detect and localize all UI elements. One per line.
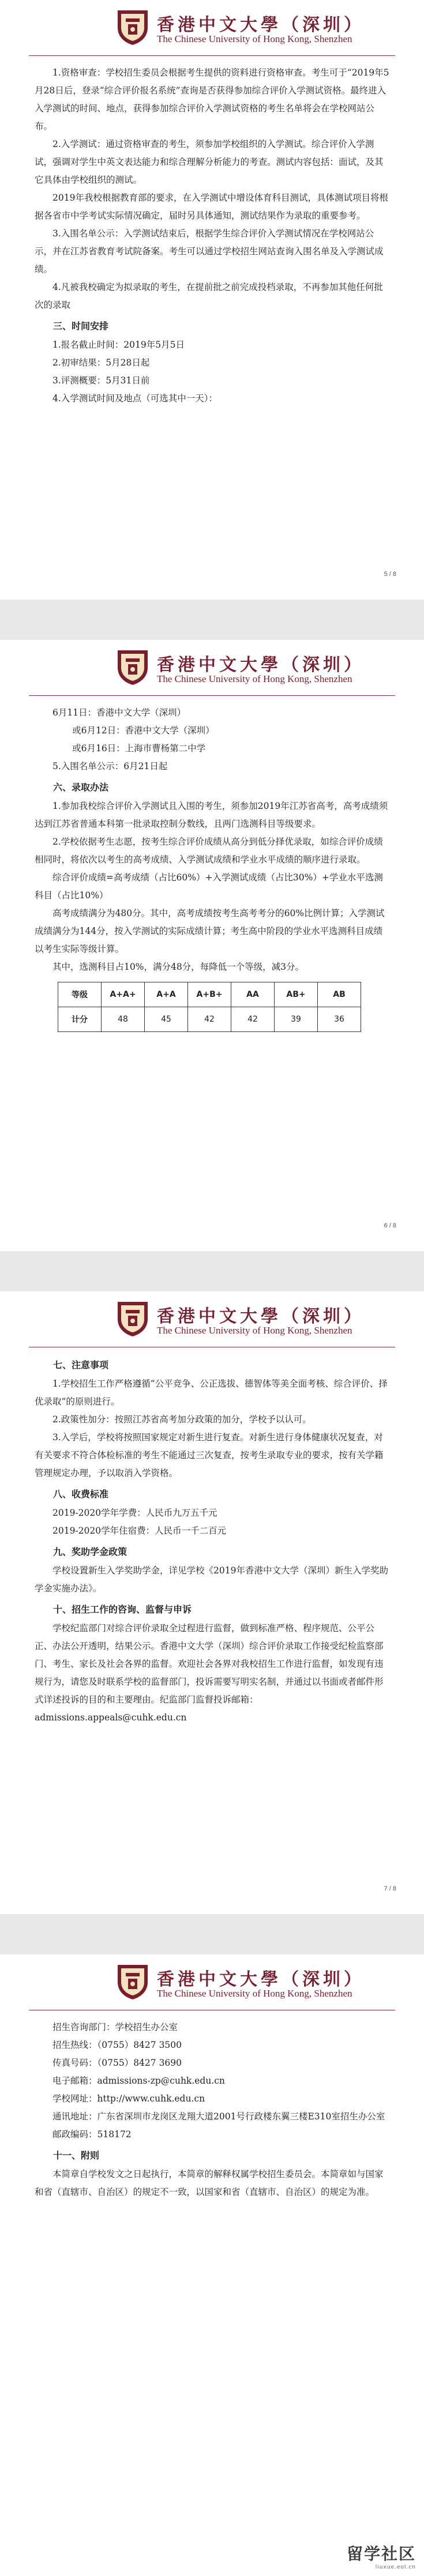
paragraph: 4.凡被我校确定为拟录取的考生，在提前批之前完成投档录取，不再参加其他任何批次的录取 — [35, 282, 383, 310]
table-cell: A+B+ — [188, 982, 231, 1007]
contact-postcode: 邮政编码：518172 — [52, 2129, 132, 2140]
university-crest-icon — [115, 1300, 150, 1338]
table-header-cell: 等级 — [58, 982, 102, 1007]
university-name-en: The Chinese University of Hong Kong, Shenzhen — [157, 1325, 352, 1336]
table-row — [58, 982, 361, 1007]
paragraph: 学校纪监部门对综合评价录取全过程进行监督，做到标准严格、程序规范、公平公正、办法公开透明，结果公示。香港中文大学（深圳）综合评价录取工作接受纪检监察部门、考生、家长及社会各界的监督。欢迎社会各界对我校招生工作进行监督，如发现有违规行为，请您及时联系学校的监督部门，投诉需要写明实名制，并通过以书面或者邮件形式详述投诉的目的和主要理由。纪监部门监督投诉邮箱： — [35, 1623, 384, 1705]
contact-hotline: 招生热线：（0755）8427 3500 — [52, 2040, 182, 2050]
university-crest-icon — [115, 8, 150, 46]
schedule-item: 3.评测概要：5月31日前 — [52, 375, 150, 386]
contact-department: 招生咨询部门：学校招生办公室 — [52, 2022, 178, 2032]
paragraph: 2.入学测试：通过资格审查的考生，须参加学校组织的入学测试。综合评价入学测试，强调对学生中英文表达能力和综合理解分析能力的考查。测试内容包括：面试，及其它具体由学校组织的测试。 — [35, 139, 384, 185]
table-cell: 36 — [318, 1007, 361, 1032]
table-cell: AB+ — [275, 982, 318, 1007]
paragraph: 3.入围名单公示：入学测试结束后，根据学生综合评价入学测试情况在学校网站公示，并在江苏省教育考试院备案。考生可以通过学校招生网站查询入围名单及入学测试成绩。 — [35, 228, 384, 274]
table-header-cell: 计分 — [58, 1007, 102, 1032]
university-header — [29, 0, 395, 56]
contact-address: 通讯地址：广东省深圳市龙岗区龙翔大道2001号行政楼东翼三楼E310室招生办公室 — [52, 2111, 385, 2122]
schedule-item: 1.报名截止时间：2019年5月5日 — [52, 340, 185, 350]
grade-score-table — [58, 982, 361, 1032]
page-number: 5 / 8 — [384, 571, 396, 578]
table-cell: 45 — [145, 1007, 188, 1032]
university-name-cn: 香港中文大學（深圳） — [157, 1306, 365, 1327]
university-name-cn: 香港中文大學（深圳） — [157, 1969, 365, 1990]
paragraph: 3.入学后，学校将按照国家规定对新生进行复查。对新生进行身体健康状况复查，对有关要求不符合体检标准的考生不能通过三次复查，按考生录取专业的要求，按有关学籍管理规定办理，予以取消入学资格。 — [35, 1432, 384, 1478]
contact-website[interactable]: 学校网址：http://www.cuhk.edu.cn — [52, 2093, 205, 2104]
university-header — [29, 640, 395, 696]
paragraph: 2.学校依据考生志愿，按考生综合评价成绩从高分到低分择优录取，如综合评价成绩相同时，将依次以考生的高考成绩、入学测试成绩和学业水平成绩的顺序进行录取。 — [35, 837, 383, 865]
university-crest-icon — [115, 1963, 150, 2001]
table-cell: 42 — [231, 1007, 275, 1032]
section-heading: 八、收费标准 — [53, 1489, 109, 1500]
paragraph: 本简章自学校发文之日起执行，本简章的解释权属学校招生委员会。本简章如与国家和省（直辖市、自治区）的规定不一致，以国家和省（直辖市、自治区）的规定为准。 — [35, 2169, 384, 2197]
university-name-en: The Chinese University of Hong Kong, Shenzhen — [157, 673, 352, 684]
table-cell: A+A+ — [102, 982, 145, 1007]
fee-item: 2019-2020学年住宿费：人民币一千二百元 — [52, 1526, 227, 1536]
schedule-item: 或6月16日：上海市曹杨第二中学 — [72, 743, 206, 754]
university-name-en: The Chinese University of Hong Kong, Shenzhen — [157, 1988, 352, 1999]
table-cell: AA — [231, 982, 275, 1007]
fee-item: 2019-2020学年学费：人民币九万五千元 — [52, 1508, 217, 1518]
section-heading: 七、注意事项 — [53, 1359, 109, 1370]
schedule-item: 6月11日：香港中文大学（深圳） — [52, 707, 186, 718]
paragraph: 其中，选测科目占10%，满分48分，每降低一个等级，减3分。 — [52, 962, 305, 972]
document-page-1 — [0, 0, 424, 600]
paragraph: 高考成绩满分为480分。其中，高考成绩按考生高考考分的60%比例计算；入学测试成绩满分为144分，按入学测试的实际成绩计算；考生高中阶段的学业水平选测科目成绩以考生实际等级计算。 — [35, 908, 385, 954]
contact-email[interactable]: 电子邮箱：admissions-zp@cuhk.edu.cn — [52, 2076, 225, 2086]
schedule-item: 5.入围名单公示：6月21日起 — [52, 761, 168, 771]
table-cell: 39 — [275, 1007, 318, 1032]
table-cell: AB — [318, 982, 361, 1007]
watermark-sub: liuxue.eol.cn — [375, 2564, 416, 2570]
section-heading: 三、时间安排 — [53, 321, 109, 332]
university-name-cn: 香港中文大學（深圳） — [157, 15, 365, 35]
schedule-item: 2.初审结果：5月28日起 — [52, 357, 150, 368]
university-header — [29, 1291, 395, 1347]
page-number: 6 / 8 — [384, 1222, 396, 1229]
university-header — [29, 1954, 395, 2010]
section-heading: 十、招生工作的咨询、监督与申诉 — [53, 1604, 192, 1615]
paragraph: 2019年我校根据教育部的要求，在入学测试中增设体育科目测试，具体测试项目将根据各省市中学考试实际情况确定，届时另具体通知，测试结果作为录取的重要参考。 — [35, 193, 388, 221]
schedule-item: 4.入学测试时间及地点（可选其中一天）： — [52, 393, 218, 404]
paragraph: 综合评价成绩=高考成绩（占比60%）+入学测试成绩（占比30%）+学业水平选测科目（占比10%） — [35, 872, 383, 901]
table-cell: A+A — [145, 982, 188, 1007]
university-crest-icon — [115, 648, 150, 686]
university-name-en: The Chinese University of Hong Kong, Shenzhen — [157, 33, 352, 44]
page-number: 7 / 8 — [384, 1885, 396, 1892]
document-page-2 — [0, 640, 424, 1251]
paragraph: 2.政策性加分：按照江苏省高考加分政策的加分，学校予以认可。 — [52, 1414, 312, 1425]
site-watermark — [347, 2541, 416, 2570]
section-heading: 六、录取办法 — [53, 782, 109, 793]
university-name-cn: 香港中文大學（深圳） — [157, 655, 365, 675]
paragraph: 1.资格审查：学校招生委员会根据考生提供的资料进行资格审查。考生可于“2019年5月28日后，登录“综合评价报名系统”查询是否获得参加综合评价入学测试资格。最终进入入学测试的时间、地点，获得参加综合评价入学测试资格的考生名单将会在学校网站公布。 — [35, 67, 389, 131]
appeals-email[interactable]: admissions.appeals@cuhk.edu.cn — [35, 1712, 187, 1723]
document-page-4 — [0, 1954, 424, 2576]
section-heading: 九、奖助学金政策 — [53, 1546, 127, 1557]
watermark-main: 留学社区 — [346, 2544, 416, 2563]
schedule-item: 或6月12日：香港中文大学（深圳） — [72, 725, 215, 736]
table-cell: 42 — [188, 1007, 231, 1032]
document-page-3 — [0, 1291, 424, 1914]
paragraph: 1.学校招生工作严格遵循“公平竞争、公正选拔、德智体等美全面考核、综合评价、择优录取”的原则进行。 — [35, 1379, 388, 1407]
table-row — [58, 1007, 361, 1032]
section-heading: 十一、附则 — [53, 2150, 100, 2161]
contact-fax: 传真号码：（0755）8427 3690 — [52, 2058, 182, 2068]
paragraph: 学校设置新生入学奖助学金，详见学校《2019年香港中文大学（深圳）新生入学奖助学金实施办法》。 — [35, 1565, 388, 1594]
paragraph: 1.参加我校综合评价入学测试且入围的考生，须参加2019年江苏省高考，高考成绩须达到江苏省普通本科第一批录取控制分数线，且两门选测科目等级要求。 — [35, 801, 388, 829]
table-cell: 48 — [102, 1007, 145, 1032]
